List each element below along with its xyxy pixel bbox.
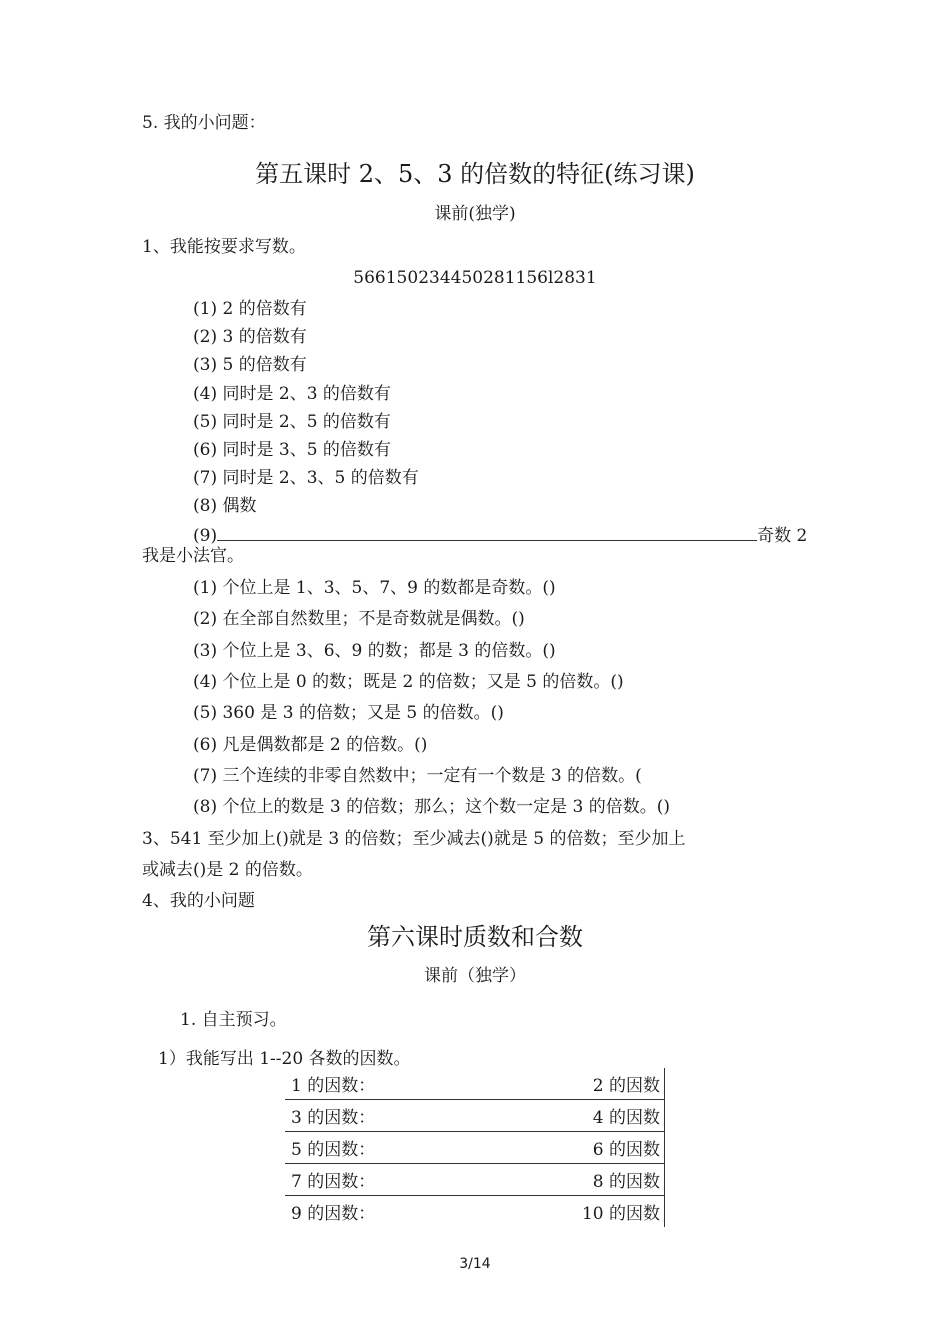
- factor-cell-left: 7 的因数：: [291, 1172, 376, 1192]
- table-row: [285, 1100, 665, 1132]
- q1-item: (6) 同时是 3、5 的倍数有: [193, 440, 391, 460]
- q3-line2: 或减去()是 2 的倍数。: [142, 860, 313, 880]
- factor-cell-right: 6 的因数: [592, 1140, 660, 1160]
- q2-item: (1) 个位上是 1、3、5、7、9 的数都是奇数。(): [193, 578, 556, 598]
- q4-label: 4、我的小问题: [142, 891, 255, 911]
- q1-item: (5) 同时是 2、5 的倍数有: [193, 411, 391, 432]
- number-sequence: 566150234450281156l2831: [353, 268, 597, 288]
- q1-item: (1) 2 的倍数有: [193, 299, 307, 319]
- q1-item-9-label: (9): [193, 526, 218, 546]
- lesson5-subtitle: 课前(独学): [434, 204, 516, 224]
- factor-cell-left: 9 的因数：: [291, 1204, 376, 1224]
- factor-cell-right: 2 的因数: [592, 1076, 660, 1096]
- q2-item: (4) 个位上是 0 的数；既是 2 的倍数；又是 5 的倍数。(): [193, 671, 624, 692]
- q1-item: (4) 同时是 2、3 的倍数有: [193, 383, 391, 404]
- lesson6-subtitle: 课前（独学）: [424, 966, 526, 986]
- q1-item: (8) 偶数: [193, 496, 257, 517]
- factor-cell-left: 1 的因数：: [291, 1076, 376, 1096]
- q2-label: 我是小法官。: [142, 546, 244, 566]
- table-row: [285, 1164, 665, 1196]
- lesson5-title: 第五课时 2、5、3 的倍数的特征(练习课): [255, 160, 695, 188]
- q2-item: (7) 三个连续的非零自然数中；一定有一个数是 3 的倍数。(: [193, 765, 642, 786]
- table-row: [285, 1132, 665, 1164]
- q1-item-9: [193, 524, 807, 547]
- section-1-heading: 1. 自主预习。: [180, 1010, 287, 1030]
- factor-cell-left: 5 的因数：: [291, 1140, 376, 1160]
- q1-item: (3) 5 的倍数有: [193, 355, 307, 376]
- factor-cell-left: 3 的因数：: [291, 1108, 376, 1128]
- q2-item: (5) 360 是 3 的倍数；又是 5 的倍数。(): [193, 703, 504, 724]
- sub-question-1: 1）我能写出 1--20 各数的因数。: [158, 1049, 411, 1069]
- q2-item: (2) 在全部自然数里；不是奇数就是偶数。(): [193, 609, 525, 630]
- q1-item: (2) 3 的倍数有: [193, 327, 307, 348]
- answer-blank[interactable]: [217, 524, 757, 541]
- factor-cell-right: 10 的因数: [581, 1204, 660, 1224]
- table-row: [285, 1196, 665, 1227]
- q2-item: (3) 个位上是 3、6、9 的数；都是 3 的倍数。(): [193, 640, 556, 661]
- factor-cell-right: 8 的因数: [592, 1172, 660, 1192]
- q1-item-9-suffix: 奇数 2: [757, 526, 808, 546]
- q2-item: (6) 凡是偶数都是 2 的倍数。(): [193, 734, 428, 755]
- previous-question: 5. 我的小问题：: [142, 113, 266, 133]
- lesson6-title: 第六课时质数和合数: [367, 923, 583, 951]
- q2-item: (8) 个位上的数是 3 的倍数；那么；这个数一定是 3 的倍数。(): [193, 797, 670, 818]
- q1-label: 1、我能按要求写数。: [142, 237, 306, 257]
- page-number: 3/14: [459, 1256, 491, 1272]
- q3-line1: 3、541 至少加上()就是 3 的倍数；至少减去()就是 5 的倍数；至少加上: [142, 829, 686, 849]
- factor-table: [285, 1068, 665, 1227]
- q1-item: (7) 同时是 2、3、5 的倍数有: [193, 468, 419, 489]
- table-row: [285, 1068, 665, 1100]
- factor-cell-right: 4 的因数: [592, 1108, 660, 1128]
